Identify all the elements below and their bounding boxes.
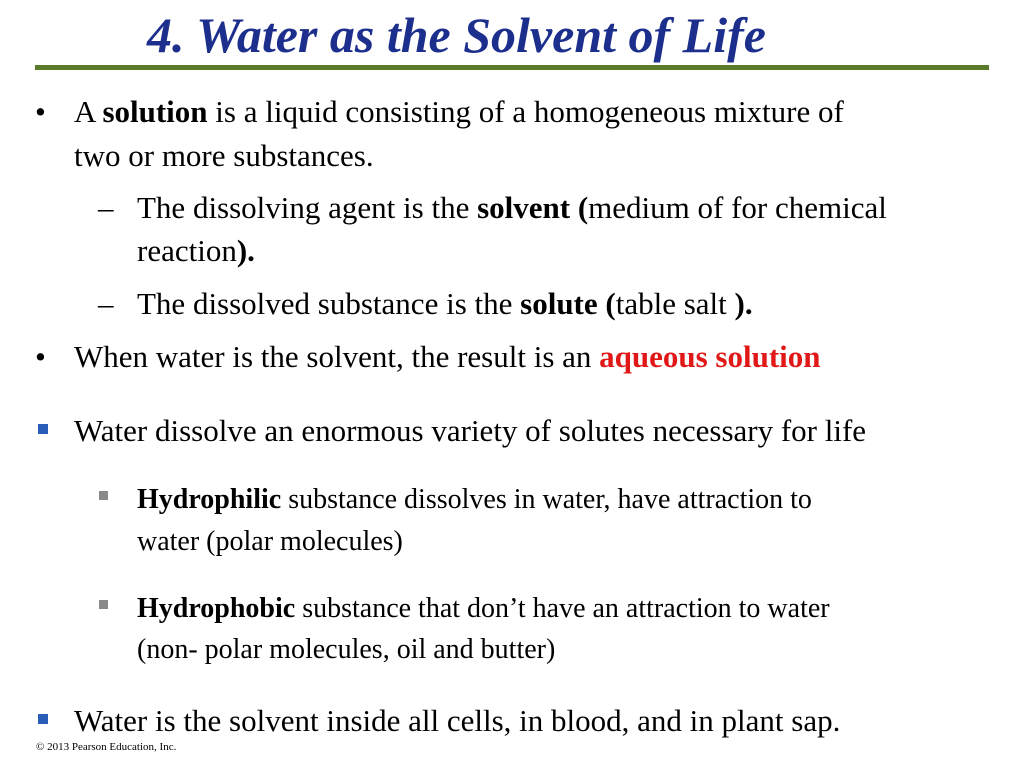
copyright-footer: © 2013 Pearson Education, Inc. — [36, 741, 177, 753]
bullet-solution-line1: A solution is a liquid consisting of a homogeneous mixture of — [74, 94, 844, 129]
bullet-hydrophilic-line2: water (polar molecules) — [137, 526, 403, 557]
bullet-solute: The dissolved substance is the solute (table salt ). — [137, 286, 753, 321]
term-hydrophobic: Hydrophobic — [137, 593, 296, 624]
bullet-dash: – — [98, 190, 114, 225]
term-solvent: solvent — [477, 190, 571, 225]
square-bullet-icon — [99, 491, 108, 500]
bullet-hydrophobic-line2: (non- polar molecules, oil and butter) — [137, 634, 556, 665]
square-bullet-icon — [38, 714, 48, 724]
bullet-hydrophilic-line1: Hydrophilic substance dissolves in water, have attraction to — [137, 484, 812, 515]
bullet-hydrophobic-line1: Hydrophobic substance that don’t have an attraction to water — [137, 593, 830, 624]
bullet-dot: • — [35, 339, 46, 374]
term-aqueous-solution: aqueous solution — [599, 339, 821, 374]
square-bullet-icon — [38, 424, 48, 434]
bullet-solvent-line1: The dissolving agent is the solvent (medium of for chemical — [137, 190, 887, 225]
bullet-dash: – — [98, 286, 114, 321]
slide-title: 4. Water as the Solvent of Life — [147, 7, 766, 63]
square-bullet-icon — [99, 600, 108, 609]
title-underline — [35, 65, 989, 70]
bullet-solution-line2: two or more substances. — [74, 138, 374, 173]
term-solution: solution — [102, 94, 208, 129]
bullet-aqueous: When water is the solvent, the result is an aqueous solution — [74, 339, 821, 374]
term-solute: solute — [520, 286, 598, 321]
bullet-solvent-line2: reaction). — [137, 233, 255, 268]
bullet-solutes: Water dissolve an enormous variety of solutes necessary for life — [74, 413, 867, 448]
bullet-dot: • — [35, 94, 46, 129]
bullet-cells: Water is the solvent inside all cells, in blood, and in plant sap. — [74, 703, 841, 738]
term-hydrophilic: Hydrophilic — [137, 484, 282, 515]
